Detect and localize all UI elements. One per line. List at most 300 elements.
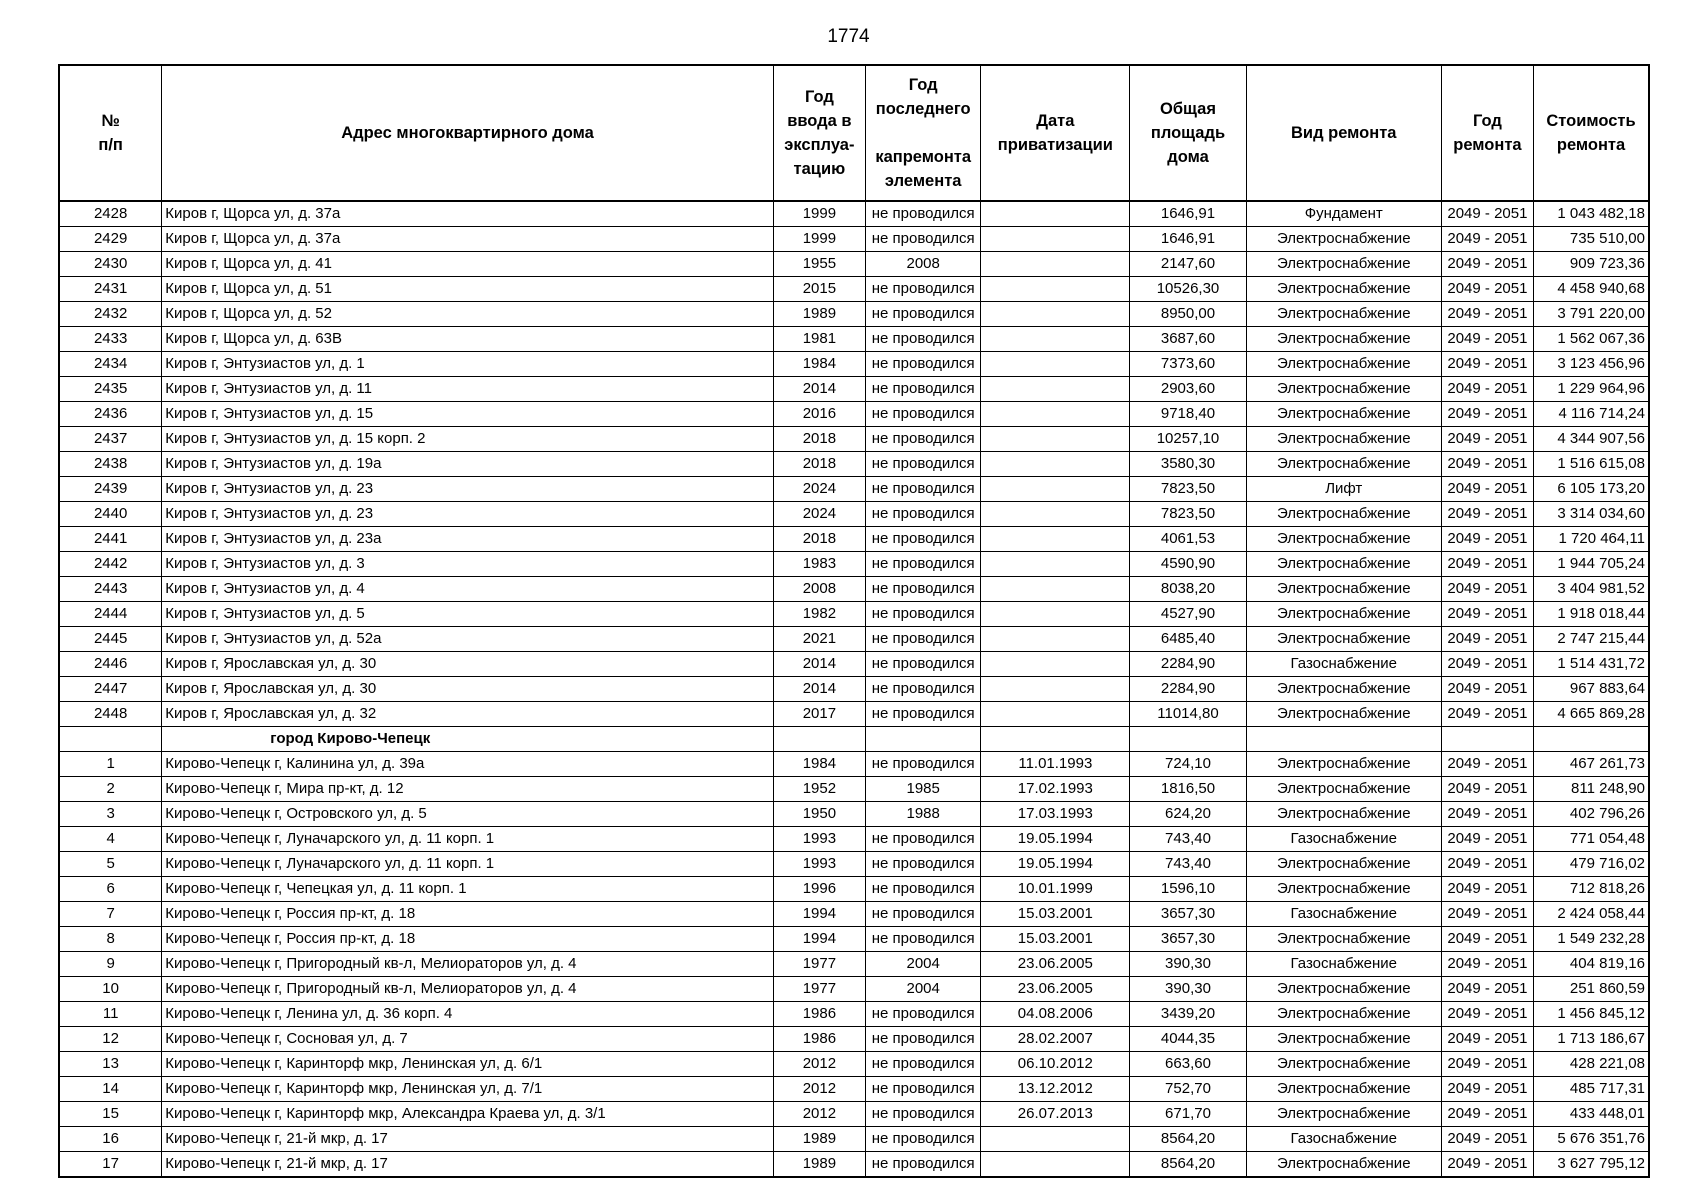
header-line: элемента [884, 172, 962, 190]
cell-year-built: 1994 [773, 902, 865, 927]
cell-address: Киров г, Энтузиастов ул, д. 5 [162, 602, 773, 627]
table-row [59, 252, 1649, 277]
cell-year-built: 1996 [773, 877, 865, 902]
cell-repair-cost: 5 676 351,76 [1534, 1127, 1649, 1152]
cell-privatization-date [981, 677, 1130, 702]
header-line: Адрес многоквартирного дома [341, 124, 594, 142]
cell-address: Кирово-Чепецк г, Каринторф мкр, Ленинская ул, д. 6/1 [162, 1052, 773, 1077]
cell-row-number: 5 [59, 852, 162, 877]
cell-privatization-date [981, 201, 1130, 227]
cell-address: Кирово-Чепецк г, 21-й мкр, д. 17 [162, 1127, 773, 1152]
header-line: Вид ремонта [1291, 124, 1397, 142]
cell-repair-type: Электроснабжение [1246, 1152, 1441, 1178]
cell-year-built: 2008 [773, 577, 865, 602]
table-row [59, 1152, 1649, 1178]
cell-address: Киров г, Энтузиастов ул, д. 3 [162, 552, 773, 577]
cell-row-number: 14 [59, 1077, 162, 1102]
header-line: ремонта [1556, 136, 1626, 154]
cell-row-number: 2431 [59, 277, 162, 302]
table-row [59, 1002, 1649, 1027]
cell-repair-type: Электроснабжение [1246, 1002, 1441, 1027]
cell-privatization-date: 23.06.2005 [981, 952, 1130, 977]
cell-row-number: 2429 [59, 227, 162, 252]
cell-address: Киров г, Энтузиастов ул, д. 23 [162, 477, 773, 502]
cell-year-built: 1955 [773, 252, 865, 277]
cell-privatization-date [981, 452, 1130, 477]
cell-repair-year: 2049 - 2051 [1441, 952, 1533, 977]
cell-repair-type: Электроснабжение [1246, 527, 1441, 552]
cell-year-built: 1986 [773, 1027, 865, 1052]
cell-row-number: 2437 [59, 427, 162, 452]
cell-privatization-date [981, 702, 1130, 727]
cell-total-area: 390,30 [1130, 952, 1246, 977]
table-row [59, 827, 1649, 852]
cell-repair-type: Электроснабжение [1246, 702, 1441, 727]
page-number: 1774 [827, 26, 870, 47]
cell-year-built: 1977 [773, 977, 865, 1002]
cell-last-repair-year: 2004 [866, 952, 981, 977]
table-body [59, 201, 1649, 1177]
cell-address: Кирово-Чепецк г, Ленина ул, д. 36 корп. 4 [162, 1002, 773, 1027]
cell-repair-type: Газоснабжение [1246, 1127, 1441, 1152]
cell-address: Кирово-Чепецк г, Пригородный кв-л, Мелиораторов ул, д. 4 [162, 952, 773, 977]
cell-address: Киров г, Ярославская ул, д. 30 [162, 652, 773, 677]
cell-repair-cost: 4 458 940,68 [1534, 277, 1649, 302]
header-line: дома [1167, 148, 1209, 166]
cell-address: Киров г, Щорса ул, д. 41 [162, 252, 773, 277]
cell-last-repair-year: не проводился [866, 201, 981, 227]
cell-address: Кирово-Чепецк г, Россия пр-кт, д. 18 [162, 902, 773, 927]
cell-repair-year: 2049 - 2051 [1441, 977, 1533, 1002]
cell-repair-type: Электроснабжение [1246, 352, 1441, 377]
cell-privatization-date: 23.06.2005 [981, 977, 1130, 1002]
cell-repair-type: Электроснабжение [1246, 452, 1441, 477]
cell-repair-type: Газоснабжение [1246, 652, 1441, 677]
cell-repair-type: Электроснабжение [1246, 277, 1441, 302]
cell-total-area: 8950,00 [1130, 302, 1246, 327]
cell-row-number: 11 [59, 1002, 162, 1027]
cell-total-area: 4590,90 [1130, 552, 1246, 577]
cell-total-area: 7823,50 [1130, 477, 1246, 502]
cell-address: Киров г, Энтузиастов ул, д. 23 [162, 502, 773, 527]
cell-privatization-date [981, 377, 1130, 402]
cell-repair-type: Электроснабжение [1246, 777, 1441, 802]
cell-repair-type: Электроснабжение [1246, 402, 1441, 427]
cell-repair-year: 2049 - 2051 [1441, 827, 1533, 852]
cell-repair-year: 2049 - 2051 [1441, 427, 1533, 452]
cell-repair-year: 2049 - 2051 [1441, 377, 1533, 402]
table-row [59, 1077, 1649, 1102]
cell-address: Кирово-Чепецк г, Каринторф мкр, Александра Краева ул, д. 3/1 [162, 1102, 773, 1127]
cell-row-number: 16 [59, 1127, 162, 1152]
cell-year-built: 1977 [773, 952, 865, 977]
cell-total-area: 7823,50 [1130, 502, 1246, 527]
cell-repair-year: 2049 - 2051 [1441, 852, 1533, 877]
cell-repair-cost: 1 562 067,36 [1534, 327, 1649, 352]
cell-repair-cost: 2 424 058,44 [1534, 902, 1649, 927]
cell-year-built: 2014 [773, 652, 865, 677]
cell-repair-type: Электроснабжение [1246, 627, 1441, 652]
table-row [59, 1102, 1649, 1127]
cell-row-number: 2430 [59, 252, 162, 277]
cell-repair-type: Фундамент [1246, 201, 1441, 227]
cell-privatization-date [981, 327, 1130, 352]
header-year-built [773, 65, 865, 201]
cell-year-built: 1984 [773, 352, 865, 377]
cell-total-area: 3439,20 [1130, 1002, 1246, 1027]
cell-repair-type: Электроснабжение [1246, 227, 1441, 252]
cell-repair-type: Газоснабжение [1246, 902, 1441, 927]
cell-year-built: 1950 [773, 802, 865, 827]
cell-total-area: 3687,60 [1130, 327, 1246, 352]
cell-repair-type: Электроснабжение [1246, 677, 1441, 702]
cell-row-number: 2443 [59, 577, 162, 602]
cell-address: Кирово-Чепецк г, Мира пр-кт, д. 12 [162, 777, 773, 802]
table-row [59, 927, 1649, 952]
cell-row-number: 9 [59, 952, 162, 977]
cell-total-area: 663,60 [1130, 1052, 1246, 1077]
cell-address: Кирово-Чепецк г, Островского ул, д. 5 [162, 802, 773, 827]
cell-repair-type: Электроснабжение [1246, 1027, 1441, 1052]
header-line: тацию [793, 160, 846, 178]
cell-year-built: 1982 [773, 602, 865, 627]
cell-privatization-date [981, 427, 1130, 452]
header-line: Год [804, 88, 834, 106]
cell-total-area: 4044,35 [1130, 1027, 1246, 1052]
cell-repair-type: Электроснабжение [1246, 427, 1441, 452]
cell-repair-cost: 4 665 869,28 [1534, 702, 1649, 727]
cell-row-number: 2434 [59, 352, 162, 377]
table-row [59, 702, 1649, 727]
empty-cell [1534, 727, 1649, 752]
table-row [59, 327, 1649, 352]
cell-repair-year: 2049 - 2051 [1441, 402, 1533, 427]
cell-address: Кирово-Чепецк г, Луначарского ул, д. 11 корп. 1 [162, 852, 773, 877]
cell-repair-cost: 3 314 034,60 [1534, 502, 1649, 527]
cell-repair-year: 2049 - 2051 [1441, 1127, 1533, 1152]
cell-repair-cost: 2 747 215,44 [1534, 627, 1649, 652]
cell-repair-type: Электроснабжение [1246, 752, 1441, 777]
table-row [59, 1027, 1649, 1052]
cell-repair-year: 2049 - 2051 [1441, 502, 1533, 527]
table-row [59, 902, 1649, 927]
empty-cell [866, 727, 981, 752]
cell-repair-year: 2049 - 2051 [1441, 877, 1533, 902]
cell-repair-year: 2049 - 2051 [1441, 227, 1533, 252]
cell-repair-type: Газоснабжение [1246, 827, 1441, 852]
header-line: Стоимость [1546, 112, 1636, 130]
cell-privatization-date: 04.08.2006 [981, 1002, 1130, 1027]
cell-year-built: 1999 [773, 227, 865, 252]
table-row [59, 227, 1649, 252]
cell-row-number: 2442 [59, 552, 162, 577]
cell-year-built: 2014 [773, 377, 865, 402]
cell-row-number: 2448 [59, 702, 162, 727]
header-line: ремонта [1453, 136, 1522, 154]
cell-address: Киров г, Энтузиастов ул, д. 19а [162, 452, 773, 477]
header-last-repair [866, 65, 981, 201]
cell-repair-type: Электроснабжение [1246, 927, 1441, 952]
cell-row-number: 17 [59, 1152, 162, 1178]
cell-repair-cost: 404 819,16 [1534, 952, 1649, 977]
cell-address: Кирово-Чепецк г, Россия пр-кт, д. 18 [162, 927, 773, 952]
cell-repair-year: 2049 - 2051 [1441, 627, 1533, 652]
cell-last-repair-year: не проводился [866, 1127, 981, 1152]
cell-privatization-date [981, 1152, 1130, 1178]
cell-last-repair-year: не проводился [866, 402, 981, 427]
cell-privatization-date [981, 1127, 1130, 1152]
cell-year-built: 2016 [773, 402, 865, 427]
cell-address: Киров г, Ярославская ул, д. 30 [162, 677, 773, 702]
cell-repair-cost: 1 456 845,12 [1534, 1002, 1649, 1027]
header-line: Дата [1036, 112, 1075, 130]
cell-repair-year: 2049 - 2051 [1441, 452, 1533, 477]
cell-total-area: 8564,20 [1130, 1152, 1246, 1178]
cell-last-repair-year: не проводился [866, 577, 981, 602]
cell-repair-year: 2049 - 2051 [1441, 552, 1533, 577]
header-line: Общая [1160, 100, 1216, 118]
cell-repair-type: Электроснабжение [1246, 327, 1441, 352]
cell-repair-cost: 1 514 431,72 [1534, 652, 1649, 677]
cell-last-repair-year: не проводился [866, 877, 981, 902]
cell-last-repair-year: не проводился [866, 502, 981, 527]
table-row [59, 552, 1649, 577]
cell-repair-year: 2049 - 2051 [1441, 477, 1533, 502]
cell-repair-cost: 909 723,36 [1534, 252, 1649, 277]
cell-address: Киров г, Щорса ул, д. 63В [162, 327, 773, 352]
cell-total-area: 1646,91 [1130, 227, 1246, 252]
cell-repair-cost: 467 261,73 [1534, 752, 1649, 777]
cell-repair-type: Электроснабжение [1246, 977, 1441, 1002]
cell-address: Киров г, Щорса ул, д. 37а [162, 227, 773, 252]
cell-row-number: 2446 [59, 652, 162, 677]
cell-year-built: 1999 [773, 201, 865, 227]
header-line: Год [1472, 112, 1502, 130]
cell-repair-cost: 433 448,01 [1534, 1102, 1649, 1127]
cell-repair-cost: 811 248,90 [1534, 777, 1649, 802]
cell-repair-cost: 4 344 907,56 [1534, 427, 1649, 452]
header-repair-type [1246, 65, 1441, 201]
cell-address: Кирово-Чепецк г, Пригородный кв-л, Мелиораторов ул, д. 4 [162, 977, 773, 1002]
cell-address: Кирово-Чепецк г, Луначарского ул, д. 11 корп. 1 [162, 827, 773, 852]
cell-year-built: 2018 [773, 452, 865, 477]
cell-address: Кирово-Чепецк г, Калинина ул, д. 39а [162, 752, 773, 777]
cell-total-area: 743,40 [1130, 852, 1246, 877]
cell-year-built: 1952 [773, 777, 865, 802]
cell-last-repair-year: не проводился [866, 702, 981, 727]
cell-address: Кирово-Чепецк г, Сосновая ул, д. 7 [162, 1027, 773, 1052]
empty-cell [59, 727, 162, 752]
cell-total-area: 671,70 [1130, 1102, 1246, 1127]
table-row [59, 377, 1649, 402]
table-row [59, 502, 1649, 527]
cell-last-repair-year: 2004 [866, 977, 981, 1002]
cell-last-repair-year: не проводился [866, 1077, 981, 1102]
cell-repair-year: 2049 - 2051 [1441, 652, 1533, 677]
cell-repair-cost: 479 716,02 [1534, 852, 1649, 877]
cell-total-area: 2284,90 [1130, 677, 1246, 702]
cell-repair-year: 2049 - 2051 [1441, 1102, 1533, 1127]
cell-last-repair-year: не проводился [866, 1027, 981, 1052]
cell-repair-cost: 1 720 464,11 [1534, 527, 1649, 552]
table-row [59, 402, 1649, 427]
cell-repair-cost: 1 549 232,28 [1534, 927, 1649, 952]
cell-repair-year: 2049 - 2051 [1441, 752, 1533, 777]
cell-repair-year: 2049 - 2051 [1441, 927, 1533, 952]
cell-repair-year: 2049 - 2051 [1441, 527, 1533, 552]
cell-year-built: 1989 [773, 1152, 865, 1178]
cell-repair-type: Газоснабжение [1246, 952, 1441, 977]
cell-address: Киров г, Энтузиастов ул, д. 15 [162, 402, 773, 427]
cell-address: Киров г, Энтузиастов ул, д. 52а [162, 627, 773, 652]
header-line: ввода в [787, 112, 852, 130]
empty-cell [773, 727, 865, 752]
cell-repair-type: Электроснабжение [1246, 852, 1441, 877]
header-line: п/п [98, 136, 123, 154]
cell-repair-cost: 1 944 705,24 [1534, 552, 1649, 577]
cell-row-number: 2439 [59, 477, 162, 502]
cell-year-built: 2021 [773, 627, 865, 652]
cell-privatization-date: 19.05.1994 [981, 852, 1130, 877]
cell-repair-type: Электроснабжение [1246, 1052, 1441, 1077]
header-line: № [101, 112, 120, 130]
cell-row-number: 2436 [59, 402, 162, 427]
cell-privatization-date: 13.12.2012 [981, 1077, 1130, 1102]
cell-repair-type: Электроснабжение [1246, 252, 1441, 277]
cell-total-area: 8564,20 [1130, 1127, 1246, 1152]
table-row [59, 201, 1649, 227]
cell-year-built: 1993 [773, 827, 865, 852]
cell-repair-cost: 1 043 482,18 [1534, 201, 1649, 227]
cell-year-built: 1994 [773, 927, 865, 952]
table-row [59, 427, 1649, 452]
cell-row-number: 2433 [59, 327, 162, 352]
cell-address: Киров г, Энтузиастов ул, д. 1 [162, 352, 773, 377]
cell-privatization-date: 15.03.2001 [981, 927, 1130, 952]
table-row [59, 952, 1649, 977]
cell-privatization-date [981, 277, 1130, 302]
cell-year-built: 1986 [773, 1002, 865, 1027]
header-num [59, 65, 162, 201]
cell-year-built: 2017 [773, 702, 865, 727]
table-row [59, 752, 1649, 777]
cell-repair-cost: 1 229 964,96 [1534, 377, 1649, 402]
cell-repair-cost: 3 627 795,12 [1534, 1152, 1649, 1178]
table-row [59, 602, 1649, 627]
table-row [59, 777, 1649, 802]
cell-repair-cost: 735 510,00 [1534, 227, 1649, 252]
cell-repair-year: 2049 - 2051 [1441, 201, 1533, 227]
cell-repair-year: 2049 - 2051 [1441, 277, 1533, 302]
cell-last-repair-year: не проводился [866, 852, 981, 877]
cell-year-built: 2024 [773, 477, 865, 502]
cell-repair-type: Электроснабжение [1246, 577, 1441, 602]
cell-row-number: 2447 [59, 677, 162, 702]
cell-total-area: 1596,10 [1130, 877, 1246, 902]
cell-privatization-date: 19.05.1994 [981, 827, 1130, 852]
cell-last-repair-year: не проводился [866, 552, 981, 577]
cell-repair-type: Электроснабжение [1246, 877, 1441, 902]
cell-last-repair-year: не проводился [866, 477, 981, 502]
cell-total-area: 11014,80 [1130, 702, 1246, 727]
cell-privatization-date: 17.02.1993 [981, 777, 1130, 802]
cell-privatization-date: 10.01.1999 [981, 877, 1130, 902]
cell-address: Кирово-Чепецк г, Чепецкая ул, д. 11 корп. 1 [162, 877, 773, 902]
cell-row-number: 6 [59, 877, 162, 902]
cell-privatization-date [981, 302, 1130, 327]
table-row [59, 477, 1649, 502]
cell-privatization-date [981, 527, 1130, 552]
cell-repair-cost: 1 516 615,08 [1534, 452, 1649, 477]
cell-last-repair-year: не проводился [866, 227, 981, 252]
cell-year-built: 2012 [773, 1077, 865, 1102]
cell-privatization-date [981, 552, 1130, 577]
empty-cell [981, 727, 1130, 752]
cell-row-number: 12 [59, 1027, 162, 1052]
cell-year-built: 1981 [773, 327, 865, 352]
cell-repair-type: Электроснабжение [1246, 302, 1441, 327]
cell-privatization-date [981, 652, 1130, 677]
cell-total-area: 624,20 [1130, 802, 1246, 827]
section-title: город Кирово-Чепецк [162, 727, 773, 752]
cell-year-built: 2015 [773, 277, 865, 302]
cell-privatization-date [981, 602, 1130, 627]
cell-last-repair-year: 2008 [866, 252, 981, 277]
cell-repair-cost: 6 105 173,20 [1534, 477, 1649, 502]
table-row [59, 1127, 1649, 1152]
cell-repair-type: Электроснабжение [1246, 1102, 1441, 1127]
cell-repair-year: 2049 - 2051 [1441, 1027, 1533, 1052]
header-address [162, 65, 773, 201]
empty-cell [1441, 727, 1533, 752]
cell-last-repair-year: не проводился [866, 377, 981, 402]
cell-repair-type: Электроснабжение [1246, 552, 1441, 577]
cell-last-repair-year: не проводился [866, 752, 981, 777]
cell-total-area: 2284,90 [1130, 652, 1246, 677]
cell-last-repair-year: не проводился [866, 527, 981, 552]
cell-total-area: 724,10 [1130, 752, 1246, 777]
cell-row-number: 2444 [59, 602, 162, 627]
cell-row-number: 2428 [59, 201, 162, 227]
cell-total-area: 9718,40 [1130, 402, 1246, 427]
cell-privatization-date: 06.10.2012 [981, 1052, 1130, 1077]
cell-year-built: 2024 [773, 502, 865, 527]
cell-privatization-date: 15.03.2001 [981, 902, 1130, 927]
cell-total-area: 4061,53 [1130, 527, 1246, 552]
cell-address: Киров г, Ярославская ул, д. 32 [162, 702, 773, 727]
cell-last-repair-year: не проводился [866, 902, 981, 927]
cell-privatization-date: 17.03.1993 [981, 802, 1130, 827]
header-line: Год [908, 76, 938, 94]
cell-repair-type: Электроснабжение [1246, 377, 1441, 402]
cell-repair-cost: 3 404 981,52 [1534, 577, 1649, 602]
cell-address: Киров г, Энтузиастов ул, д. 11 [162, 377, 773, 402]
cell-last-repair-year: не проводился [866, 1052, 981, 1077]
cell-year-built: 2018 [773, 427, 865, 452]
cell-row-number: 1 [59, 752, 162, 777]
cell-privatization-date [981, 402, 1130, 427]
cell-last-repair-year: 1988 [866, 802, 981, 827]
section-header-row [59, 727, 1649, 752]
cell-year-built: 1993 [773, 852, 865, 877]
cell-repair-cost: 967 883,64 [1534, 677, 1649, 702]
cell-address: Киров г, Щорса ул, д. 51 [162, 277, 773, 302]
cell-row-number: 2432 [59, 302, 162, 327]
cell-year-built: 2014 [773, 677, 865, 702]
cell-total-area: 10257,10 [1130, 427, 1246, 452]
table-row [59, 977, 1649, 1002]
table-row [59, 452, 1649, 477]
